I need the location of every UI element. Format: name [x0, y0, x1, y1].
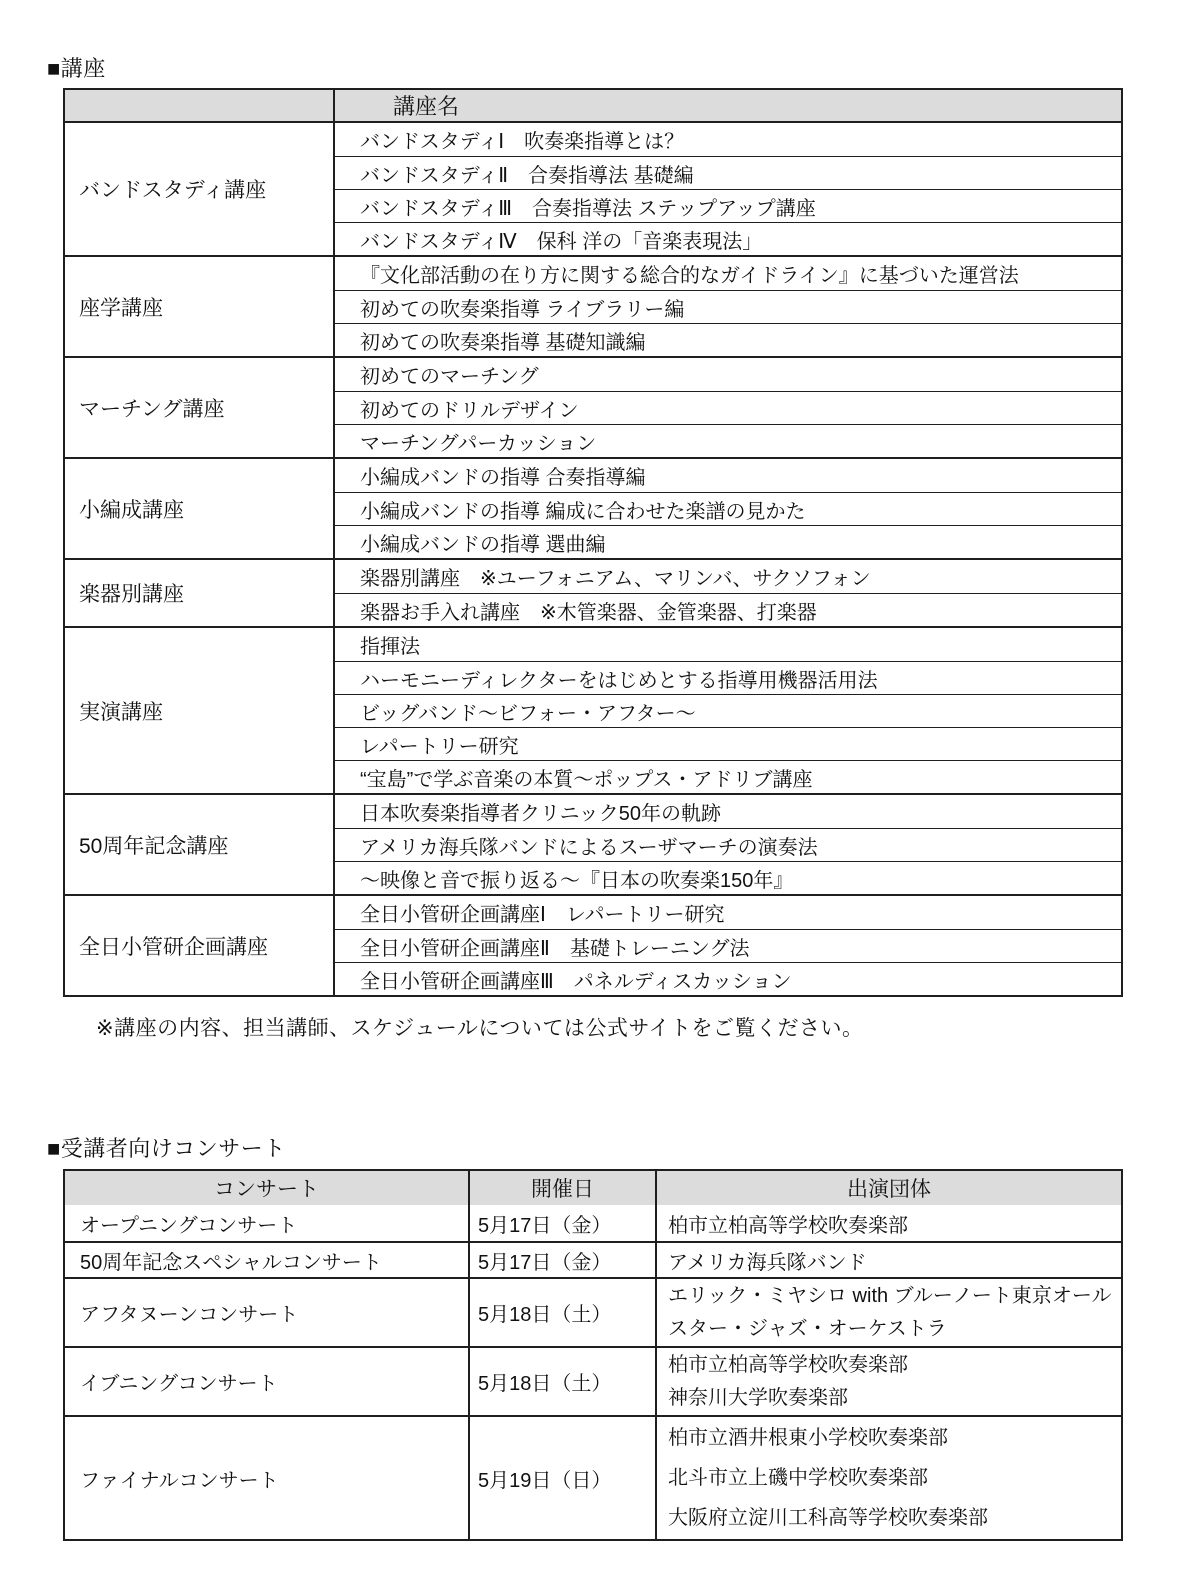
course-table-header-category-cell — [65, 90, 335, 121]
concert-name-cell: オープニングコンサート — [65, 1205, 470, 1241]
course-name-cell: ハーモニーディレクターをはじめとする指導用機器活用法 — [335, 661, 1121, 694]
course-category-cell: バンドスタディ講座 — [65, 123, 335, 255]
course-category-cell: 50周年記念講座 — [65, 795, 335, 894]
course-name-cell: 小編成バンドの指導 選曲編 — [335, 525, 1121, 558]
course-group-row — [65, 626, 1121, 793]
concert-performers-cell — [657, 1417, 1121, 1539]
course-name-column — [335, 257, 1121, 356]
performers-column-header: 出演団体 — [847, 1178, 931, 1201]
course-name-cell: 『文化部活動の在り方に関する総合的なガイドライン』に基づいた運営法 — [360, 265, 1019, 287]
course-group-row — [65, 793, 1121, 894]
concert-column-header: コンサート — [65, 1171, 470, 1205]
course-name-cell: ～映像と音で振り返る～『日本の吹奏楽150年』 — [335, 861, 1121, 894]
course-name-cell: バンドスタディⅠ 吹奏楽指導とは？ — [360, 131, 685, 153]
concert-date-cell: 5月17日（金） — [470, 1243, 657, 1277]
course-group-row — [65, 894, 1121, 995]
performer-line: 柏市立柏高等学校吹奏楽部 — [668, 1214, 908, 1237]
concert-table-row — [65, 1241, 1121, 1277]
performer-line: 大阪府立淀川工科高等学校吹奏楽部 — [668, 1507, 988, 1529]
concert-name-cell: アフタヌーンコンサート — [65, 1279, 470, 1346]
course-name-cell: 小編成バンドの指導 編成に合わせた楽譜の見かた — [335, 492, 1121, 525]
concert-date-cell: 5月18日（土） — [470, 1348, 657, 1415]
course-name-cell: “宝島”で学ぶ音楽の本質～ポップス・アドリブ講座 — [335, 760, 1121, 793]
course-table-body — [65, 121, 1121, 995]
concert-table-header-row — [65, 1171, 1121, 1205]
performer-line: スター・ジャズ・オーケストラ — [668, 1317, 947, 1340]
concert-table-row — [65, 1346, 1121, 1415]
course-name-cell: 全日小管研企画講座Ⅰ レパートリー研究 — [360, 904, 725, 926]
course-table-header-row — [65, 90, 1121, 121]
concert-performers-cell — [657, 1243, 1121, 1277]
performer-line: エリック・ミヤシロ with ブルーノート東京オール — [668, 1284, 1112, 1307]
course-name-cell: レパートリー研究 — [335, 727, 1121, 760]
performer-line: 北斗市立上磯中学校吹奏楽部 — [668, 1467, 928, 1489]
course-group-row — [65, 457, 1121, 558]
course-table — [63, 88, 1123, 997]
course-note: ※講座の内容、担当講師、スケジュールについては公式サイトをご覧ください。 — [96, 1017, 864, 1040]
course-category-cell: 全日小管研企画講座 — [65, 896, 335, 995]
course-name-column — [335, 795, 1121, 894]
concert-table-body — [65, 1205, 1121, 1539]
course-name-cell: 全日小管研企画講座Ⅱ 基礎トレーニング法 — [335, 929, 1121, 962]
course-category-cell: 小編成講座 — [65, 459, 335, 558]
course-name-cell: 初めてのマーチング — [360, 366, 539, 388]
course-group-row — [65, 356, 1121, 457]
course-name-cell: 初めての吹奏楽指導 基礎知識編 — [335, 323, 1121, 356]
course-name-column — [335, 896, 1121, 995]
performer-line: アメリカ海兵隊バンド — [668, 1251, 867, 1274]
course-name-cell: マーチングパーカッション — [335, 424, 1121, 457]
course-name-column — [335, 358, 1121, 457]
course-name-column — [335, 560, 1121, 626]
concert-name-cell: ファイナルコンサート — [65, 1417, 470, 1539]
concert-performers-cell — [657, 1205, 1121, 1241]
concert-table — [63, 1169, 1123, 1541]
course-name-cell: 日本吹奏楽指導者クリニック50年の軌跡 — [360, 803, 722, 825]
course-category-cell: 座学講座 — [65, 257, 335, 356]
course-group-row — [65, 255, 1121, 356]
concert-date-cell: 5月18日（土） — [470, 1279, 657, 1346]
concert-name-cell: イブニングコンサート — [65, 1348, 470, 1415]
course-name-column — [335, 459, 1121, 558]
section-title-courses: ■講座 — [47, 56, 106, 81]
course-category-cell: マーチング講座 — [65, 358, 335, 457]
course-name-column — [335, 628, 1121, 793]
concert-name-cell: 50周年記念スペシャルコンサート — [65, 1243, 470, 1277]
course-name-cell: バンドスタディⅢ 合奏指導法 ステップアップ講座 — [335, 189, 1121, 222]
section-title-concerts: ■受講者向けコンサート — [47, 1136, 286, 1161]
course-name-cell: 指揮法 — [360, 636, 420, 658]
course-name-cell: 楽器別講座 ※ユーフォニアム、マリンバ、サクソフォン — [360, 568, 871, 590]
performer-line: 柏市立柏高等学校吹奏楽部 — [668, 1353, 908, 1376]
concert-date-cell: 5月19日（日） — [470, 1417, 657, 1539]
course-group-row — [65, 558, 1121, 626]
course-name-column — [335, 123, 1121, 255]
course-name-cell: 小編成バンドの指導 合奏指導編 — [360, 467, 646, 489]
concert-table-row — [65, 1415, 1121, 1539]
date-column-header: 開催日 — [470, 1171, 657, 1205]
course-table-header-name-cell: 講座名 — [393, 94, 460, 119]
performer-line: 柏市立酒井根東小学校吹奏楽部 — [668, 1427, 948, 1449]
concert-table-row — [65, 1205, 1121, 1241]
course-group-row — [65, 121, 1121, 255]
course-category-cell: 実演講座 — [65, 628, 335, 793]
concert-table-row — [65, 1277, 1121, 1346]
course-category-cell: 楽器別講座 — [65, 560, 335, 626]
course-name-cell: ビッグバンド～ビフォー・アフター～ — [335, 694, 1121, 727]
course-name-cell: バンドスタディⅡ 合奏指導法 基礎編 — [335, 156, 1121, 189]
concert-performers-cell — [657, 1279, 1121, 1346]
concert-date-cell: 5月17日（金） — [470, 1205, 657, 1241]
course-name-cell: 楽器お手入れ講座 ※木管楽器、金管楽器、打楽器 — [335, 593, 1121, 626]
concert-performers-cell — [657, 1348, 1121, 1415]
course-name-cell: アメリカ海兵隊バンドによるスーザマーチの演奏法 — [335, 828, 1121, 861]
course-name-cell: 全日小管研企画講座Ⅲ パネルディスカッション — [335, 962, 1121, 995]
performer-line: 神奈川大学吹奏楽部 — [668, 1386, 848, 1409]
course-name-cell: 初めてのドリルデザイン — [335, 391, 1121, 424]
course-name-cell: 初めての吹奏楽指導 ライブラリー編 — [335, 290, 1121, 323]
course-name-cell: バンドスタディⅣ 保科 洋の「音楽表現法」 — [335, 222, 1121, 255]
